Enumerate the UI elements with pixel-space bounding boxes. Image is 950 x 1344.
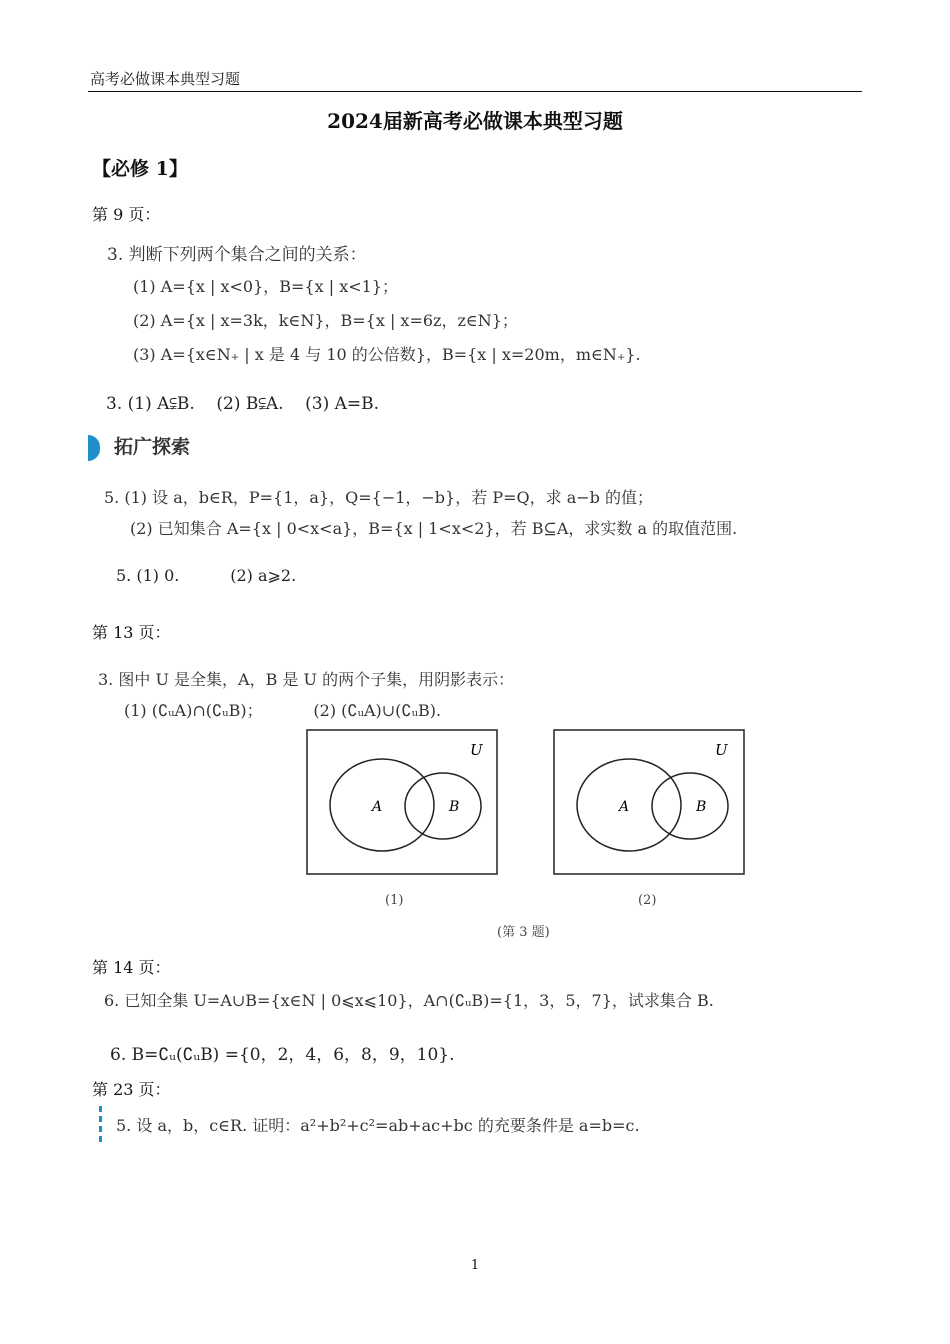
venn-1-label-b: B [449,799,460,815]
venn-2-set-b-circle [652,773,728,839]
problem-5-line-1: 5. (1) 设 a，b∈R，P={1，a}，Q={−1，−b}，若 P=Q，求 a−b 的值； [104,488,653,507]
document-title: 2024届新高考必做课本典型习题 [327,109,623,133]
running-header: 高考必做课本典型习题 [90,70,241,88]
venn-1-set-b-circle [405,773,481,839]
figure-sub-label-1: (1) [385,893,404,908]
problem-3-item-3: (3) A={x∈N₊ | x 是 4 与 10 的公倍数}，B={x | x=20m，m∈N₊}. [133,345,641,364]
figure-sub-label-2: (2) [638,893,657,908]
problem-3-answer: 3. (1) A⫋B. (2) B⫋A. (3) A=B. [106,394,380,414]
venn-diagram-2 [552,728,747,878]
section-heading: 【必修 1】 [92,158,188,180]
venn-diagram-1 [305,728,500,878]
venn-2-label-a: A [619,799,630,815]
venn-1-universe-box [307,730,497,874]
page-label-23: 第 23 页： [92,1080,171,1099]
page-label-14: 第 14 页： [92,958,171,977]
header-rule [88,91,862,92]
dashed-margin-marker [99,1106,102,1142]
problem-3-stem: 3. 判断下列两个集合之间的关系： [107,245,367,265]
problem-5-page23: 5. 设 a，b，c∈R. 证明：a²+b²+c²=ab+ac+bc 的充要条件是 a=b=c. [116,1116,640,1135]
problem-3b-stem: 3. 图中 U 是全集，A，B 是 U 的两个子集，用阴影表示： [98,670,515,689]
problem-3-item-1: (1) A={x | x<0}，B={x | x<1}； [133,277,398,296]
figure-caption: (第 3 题) [497,925,550,940]
problem-3b-items: (1) (∁ᵤA)∩(∁ᵤB)； (2) (∁ᵤA)∪(∁ᵤB). [124,701,442,720]
problem-6: 6. 已知全集 U=A∪B={x∈N | 0⩽x⩽10}，A∩(∁ᵤB)={1，3，5，7}，试求集合 B. [104,991,714,1010]
extension-heading [88,432,190,461]
problem-5-line-2: (2) 已知集合 A={x | 0<x<a}，B={x | 1<x<2}，若 B⊆A，求实数 a 的取值范围. [130,519,738,538]
page-number: 1 [470,1258,480,1273]
page-label-13: 第 13 页： [92,623,171,642]
problem-5-answer: 5. (1) 0. (2) a⩾2. [116,566,297,585]
venn-2-label-b: B [696,799,707,815]
venn-2-label-u: U [715,741,728,759]
problem-3-item-2: (2) A={x | x=3k，k∈N}，B={x | x=6z，z∈N}； [133,311,518,330]
problem-6-answer: 6. B=∁ᵤ(∁ᵤB) ={0，2，4，6，8，9，10}. [110,1045,455,1065]
page-label-9: 第 9 页： [92,205,161,224]
section-marker-icon [88,435,100,461]
extension-heading-text: 拓广探索 [114,436,191,458]
venn-1-label-u: U [470,741,483,759]
venn-1-label-a: A [372,799,383,815]
